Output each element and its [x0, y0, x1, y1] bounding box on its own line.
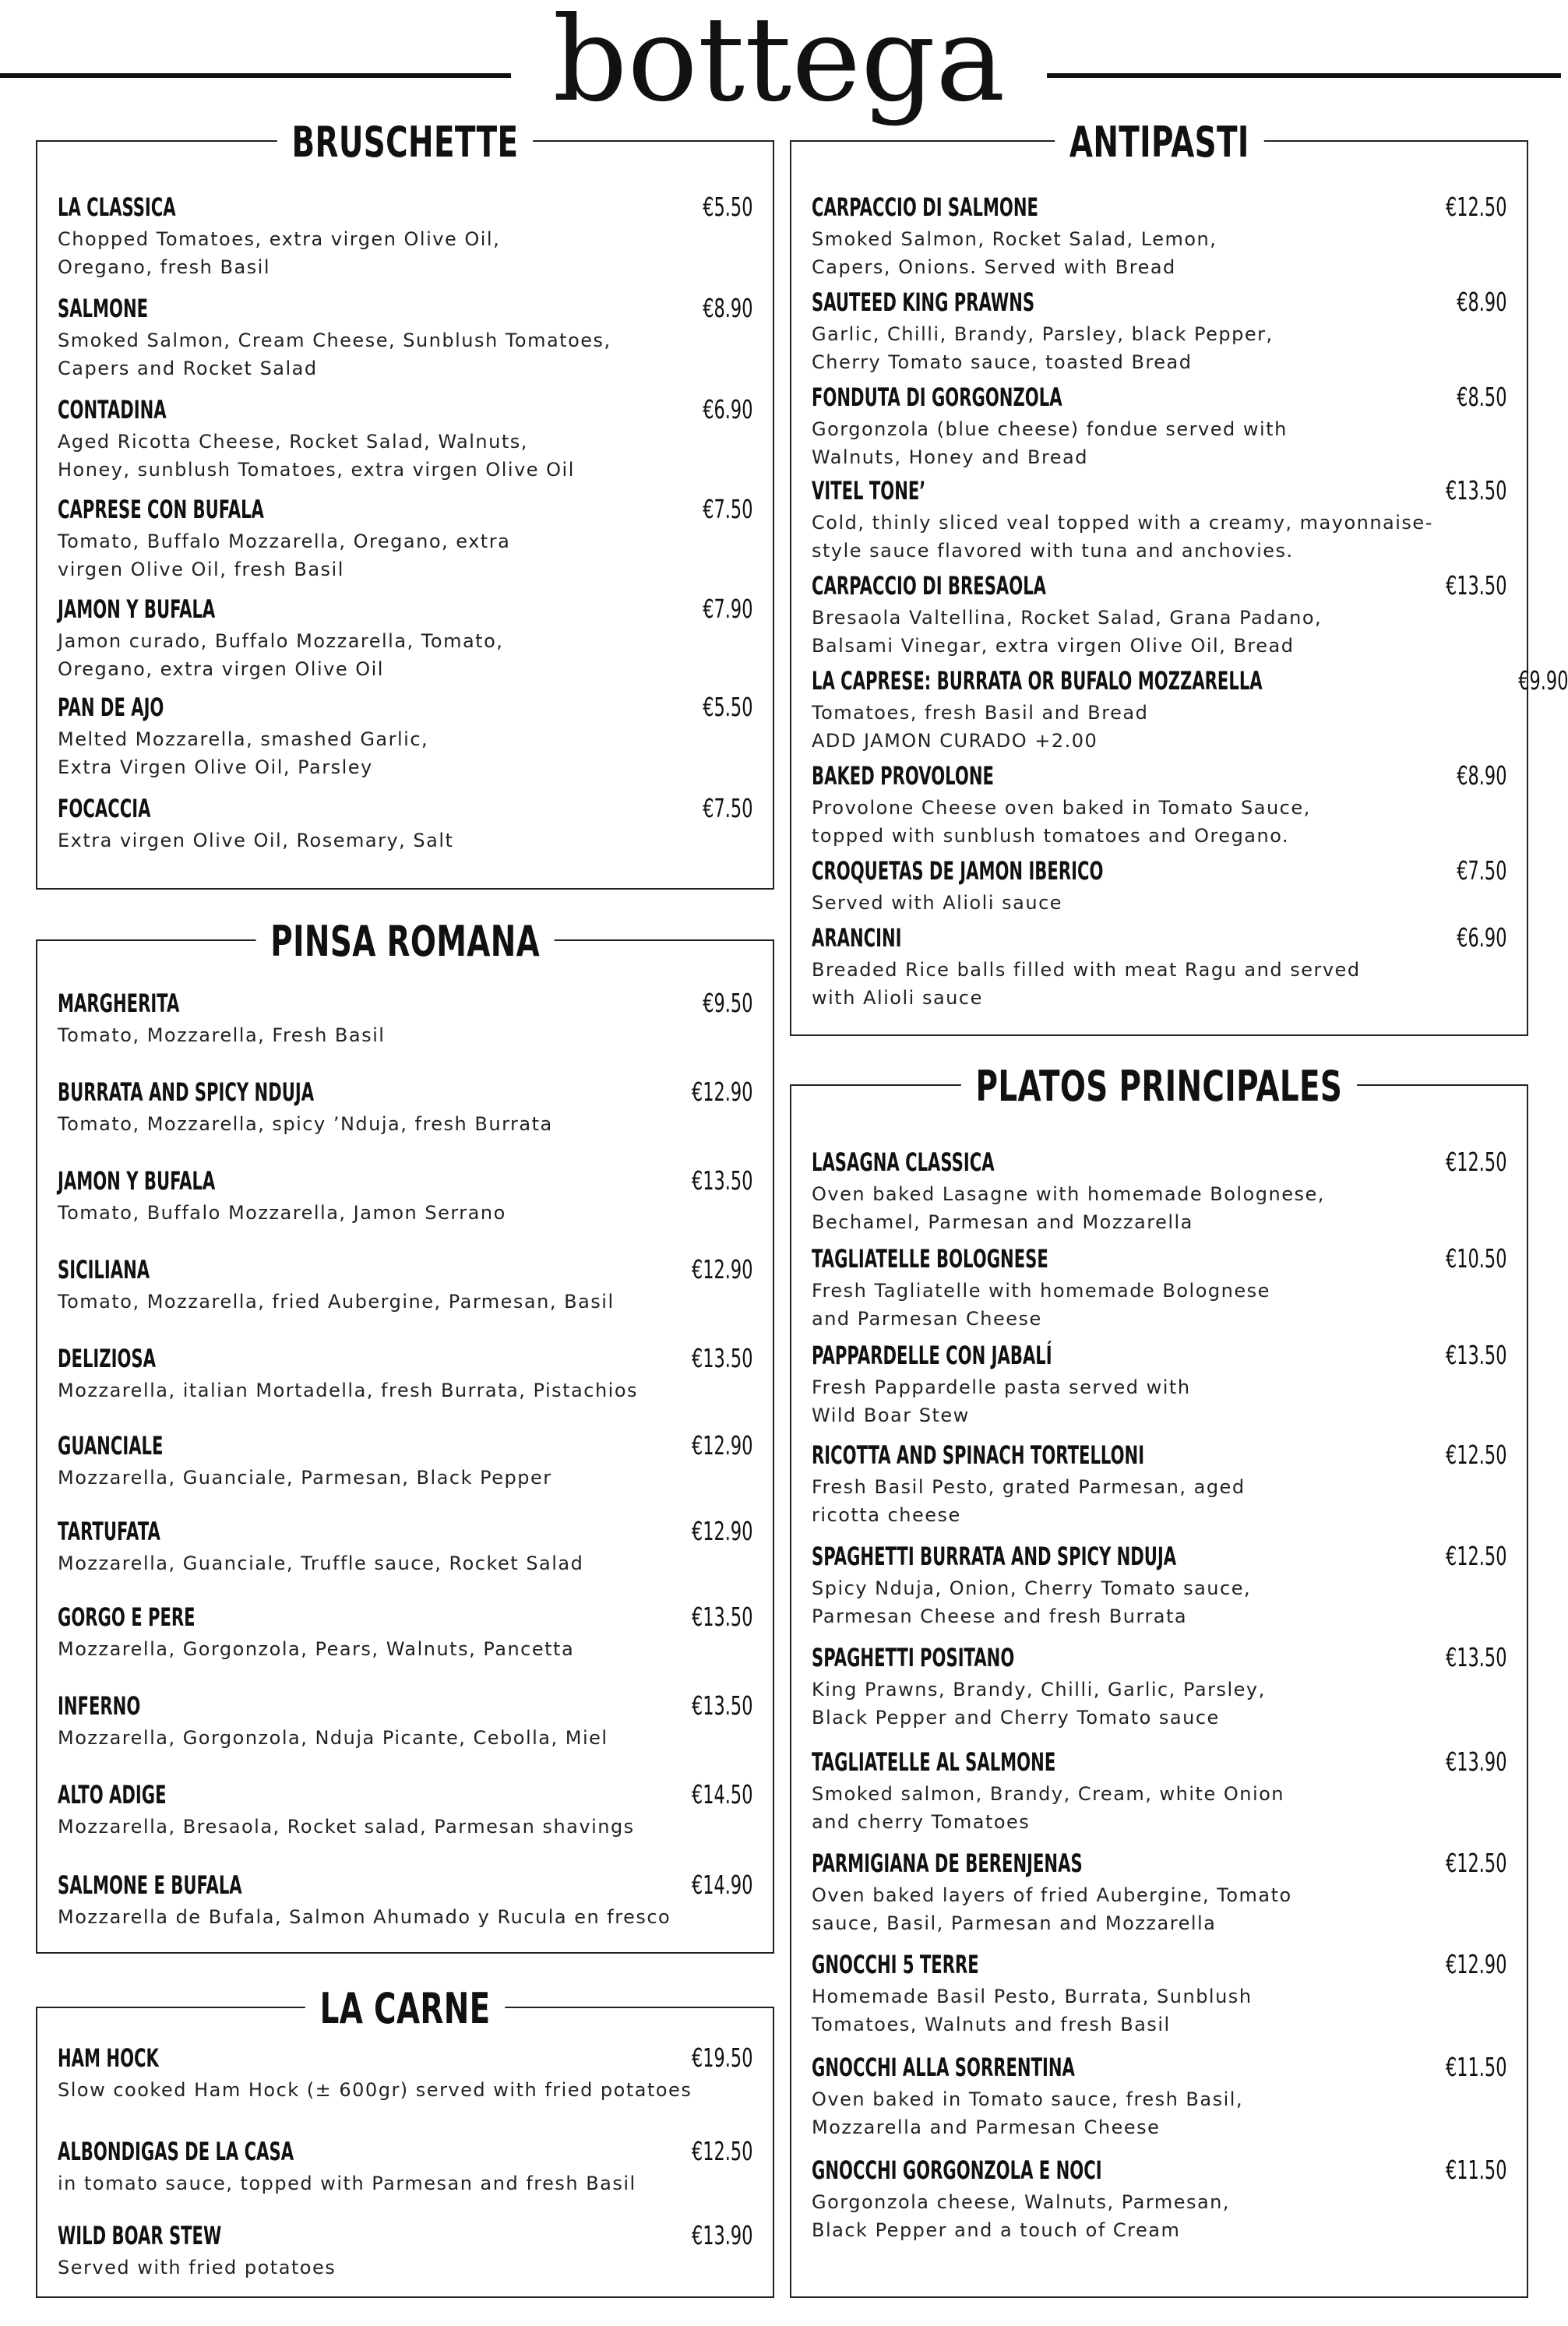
menu-item	[812, 1949, 1506, 2039]
section-header	[37, 915, 773, 967]
item-price: €12.90	[1445, 1949, 1506, 1979]
item-description: Bresaola Valtellina, Rocket Salad, Grana Padano, Balsami Vinegar, extra virgen Olive Oil, Bread	[812, 607, 1323, 657]
menu-item	[58, 1430, 752, 1492]
item-description: Slow cooked Ham Hock (± 600gr) served with fried potatoes	[58, 2079, 692, 2101]
menu-item	[812, 1848, 1506, 1937]
section-title: ANTIPASTI	[1055, 118, 1263, 167]
item-name: PAPPARDELLE CON JABALÍ	[812, 1341, 1052, 1370]
item-name: BAKED PROVOLONE	[812, 761, 994, 791]
item-price: €7.50	[1456, 855, 1506, 886]
item-name: SALMONE	[58, 294, 149, 323]
menu-item	[812, 1541, 1506, 1630]
section-la-carne	[36, 1983, 774, 2298]
menu-item	[58, 1602, 752, 1663]
item-name: ARANCINI	[812, 923, 902, 953]
item-description: in tomato sauce, topped with Parmesan and fresh Basil	[58, 2173, 636, 2194]
item-price: €14.90	[691, 1870, 752, 1900]
item-price: €6.90	[702, 394, 752, 425]
section-title: PLATOS PRINCIPALES	[961, 1062, 1357, 1111]
item-price: €19.50	[691, 2042, 752, 2073]
item-price: €5.50	[702, 192, 752, 222]
item-name: CARPACCIO DI BRESAOLA	[812, 571, 1047, 601]
item-price: €13.50	[691, 1165, 752, 1196]
item-description: King Prawns, Brandy, Chilli, Garlic, Parsley, Black Pepper and Cherry Tomato sauce	[812, 1679, 1266, 1729]
item-name: SPAGHETTI POSITANO	[812, 1643, 1015, 1672]
menu-item	[812, 382, 1506, 471]
item-price: €8.90	[702, 293, 752, 323]
item-description: Cold, thinly sliced veal topped with a creamy, mayonnaise- style sauce flavored with tuna and anchovies.	[812, 512, 1433, 562]
item-price: €12.90	[691, 1516, 752, 1546]
menu-item	[812, 287, 1506, 376]
menu-item	[58, 1343, 752, 1404]
item-description: Garlic, Chilli, Brandy, Parsley, black Pepper, Cherry Tomato sauce, toasted Bread	[812, 323, 1274, 373]
item-description: Tomato, Buffalo Mozzarella, Jamon Serrano	[58, 1202, 506, 1224]
item-price: €8.50	[1456, 382, 1506, 412]
item-description: Tomato, Mozzarella, Fresh Basil	[58, 1024, 386, 1046]
menu-item	[58, 988, 752, 1049]
item-description: Tomatoes, fresh Basil and Bread ADD JAMON CURADO +2.00	[812, 702, 1149, 752]
item-description: Jamon curado, Buffalo Mozzarella, Tomato, Oregano, extra virgen Olive Oil	[58, 630, 504, 680]
section-pinsa-romana	[36, 916, 774, 1954]
item-description: Mozzarella, Gorgonzola, Nduja Picante, Cebolla, Miel	[58, 1727, 608, 1749]
item-description: Oven baked Lasagne with homemade Bolognese, Bechamel, Parmesan and Mozzarella	[812, 1183, 1325, 1233]
item-price: €13.50	[1445, 1642, 1506, 1672]
item-description: Extra virgen Olive Oil, Rosemary, Salt	[58, 830, 454, 851]
item-description: Mozzarella, Guanciale, Truffle sauce, Rocket Salad	[58, 1552, 584, 1574]
item-description: Provolone Cheese oven baked in Tomato Sauce, topped with sunblush tomatoes and Oregano.	[812, 797, 1311, 847]
menu-item	[812, 192, 1506, 281]
item-price: €7.50	[702, 494, 752, 524]
item-description: Homemade Basil Pesto, Burrata, Sunblush Tomatoes, Walnuts and fresh Basil	[812, 1986, 1253, 2035]
item-description: Mozzarella, italian Mortadella, fresh Burrata, Pistachios	[58, 1380, 639, 1401]
item-name: CAPRESE CON BUFALA	[58, 495, 264, 524]
item-price: €7.50	[702, 793, 752, 823]
header	[0, 0, 1561, 132]
section-bruschette	[36, 117, 774, 890]
section-antipasti	[790, 117, 1568, 1036]
item-description: Spicy Nduja, Onion, Cherry Tomato sauce, Parmesan Cheese and fresh Burrata	[812, 1577, 1252, 1627]
item-name: CROQUETAS DE JAMON IBERICO	[812, 856, 1104, 886]
item-name: SICILIANA	[58, 1255, 150, 1285]
item-price: €12.50	[1445, 1147, 1506, 1177]
menu-item	[58, 1516, 752, 1577]
item-description: Oven baked in Tomato sauce, fresh Basil, Mozzarella and Parmesan Cheese	[812, 2088, 1244, 2138]
item-description: Smoked Salmon, Cream Cheese, Sunblush Tomatoes, Capers and Rocket Salad	[58, 330, 611, 379]
item-name: CARPACCIO DI SALMONE	[812, 192, 1038, 222]
item-price: €13.90	[691, 2220, 752, 2250]
item-name: GUANCIALE	[58, 1431, 164, 1461]
item-description: Tomato, Mozzarella, fried Aubergine, Parmesan, Basil	[58, 1291, 615, 1313]
item-name: CONTADINA	[58, 395, 167, 425]
item-description: Chopped Tomatoes, extra virgen Olive Oil, Oregano, fresh Basil	[58, 228, 501, 278]
menu-item	[812, 1642, 1506, 1732]
menu-item	[58, 1690, 752, 1752]
section-platos-principales	[790, 1061, 1528, 2298]
item-description: Served with fried potatoes	[58, 2257, 337, 2278]
menu-item	[812, 855, 1506, 917]
item-description: Mozzarella, Bresaola, Rocket salad, Parmesan shavings	[58, 1816, 635, 1838]
menu-item	[58, 793, 752, 855]
section-header	[791, 1059, 1527, 1112]
item-name: SALMONE E BUFALA	[58, 1870, 242, 1900]
section-header	[37, 1982, 773, 2035]
item-name: GORGO E PERE	[58, 1602, 196, 1632]
item-description: Oven baked layers of fried Aubergine, Tomato sauce, Basil, Parmesan and Mozzarella	[812, 1884, 1292, 1934]
header-rule-right	[1047, 73, 1561, 78]
item-price: €12.90	[691, 1077, 752, 1107]
item-description: Tomato, Mozzarella, spicy ’Nduja, fresh Burrata	[58, 1113, 553, 1135]
item-price: €13.50	[691, 1690, 752, 1721]
item-description: Tomato, Buffalo Mozzarella, Oregano, extra virgen Olive Oil, fresh Basil	[58, 530, 511, 580]
item-name: LASAGNA CLASSICA	[812, 1147, 995, 1177]
item-description: Smoked Salmon, Rocket Salad, Lemon, Capers, Onions. Served with Bread	[812, 228, 1217, 278]
menu-item	[58, 594, 752, 683]
item-price: €13.50	[1445, 1340, 1506, 1370]
item-name: GNOCCHI 5 TERRE	[812, 1950, 979, 1979]
menu-item	[58, 692, 752, 781]
menu-item	[812, 1746, 1506, 1836]
menu-item	[58, 192, 752, 281]
item-price: €8.90	[1456, 287, 1506, 317]
item-price: €12.90	[691, 1254, 752, 1285]
item-name: TARTUFATA	[58, 1517, 160, 1546]
item-name: LA CLASSICA	[58, 192, 176, 222]
item-name: TAGLIATELLE AL SALMONE	[812, 1747, 1056, 1777]
item-description: Served with Alioli sauce	[812, 892, 1063, 914]
item-price: €14.50	[691, 1779, 752, 1810]
menu-item	[812, 760, 1506, 850]
item-name: ALTO ADIGE	[58, 1780, 167, 1810]
menu-item	[812, 1243, 1506, 1333]
item-description: Smoked salmon, Brandy, Cream, white Onion and cherry Tomatoes	[812, 1783, 1285, 1833]
section-header	[791, 115, 1527, 168]
menu-item	[812, 922, 1506, 1012]
item-description: Gorgonzola cheese, Walnuts, Parmesan, Black Pepper and a touch of Cream	[812, 2191, 1231, 2241]
item-description: Melted Mozzarella, smashed Garlic, Extra Virgen Olive Oil, Parsley	[58, 728, 429, 778]
brand-logo: bottega	[552, 0, 1006, 128]
item-name: JAMON Y BUFALA	[58, 1166, 216, 1196]
item-price: €12.90	[691, 1430, 752, 1461]
item-name: INFERNO	[58, 1691, 141, 1721]
item-price: €7.90	[702, 594, 752, 624]
item-description: Mozzarella, Guanciale, Parmesan, Black Pepper	[58, 1467, 552, 1489]
menu-item	[58, 1165, 752, 1227]
menu-item	[58, 293, 752, 382]
item-name: WILD BOAR STEW	[58, 2221, 222, 2250]
item-price: €12.50	[1445, 1440, 1506, 1470]
item-description: Gorgonzola (blue cheese) fondue served with Walnuts, Honey and Bread	[812, 418, 1288, 468]
menu-item	[812, 570, 1506, 660]
item-description: Fresh Pappardelle pasta served with Wild Boar Stew	[812, 1376, 1191, 1426]
menu-item	[58, 1779, 752, 1841]
section-title: LA CARNE	[305, 1984, 505, 2033]
item-name: PARMIGIANA DE BERENJENAS	[812, 1848, 1083, 1878]
item-description: Mozzarella de Bufala, Salmon Ahumado y Rucula en fresco	[58, 1906, 671, 1928]
item-name: FONDUTA DI GORGONZOLA	[812, 382, 1062, 412]
item-price: €9.90	[1517, 665, 1568, 696]
item-price: €13.90	[1445, 1746, 1506, 1777]
item-name: BURRATA AND SPICY NDUJA	[58, 1077, 315, 1107]
item-price: €5.50	[702, 692, 752, 722]
item-price: €13.50	[1445, 475, 1506, 506]
item-name: DELIZIOSA	[58, 1344, 156, 1373]
item-price: €12.50	[691, 2136, 752, 2166]
menu-item	[58, 2042, 752, 2104]
item-name: GNOCCHI ALLA SORRENTINA	[812, 2053, 1075, 2082]
item-name: JAMON Y BUFALA	[58, 594, 216, 624]
header-rule-left	[0, 73, 511, 78]
item-name: MARGHERITA	[58, 989, 180, 1018]
item-name: SPAGHETTI BURRATA AND SPICY NDUJA	[812, 1542, 1177, 1571]
item-description: Fresh Basil Pesto, grated Parmesan, aged ricotta cheese	[812, 1476, 1246, 1526]
item-price: €13.50	[691, 1602, 752, 1632]
item-price: €6.90	[1456, 922, 1506, 953]
menu-item	[58, 394, 752, 484]
item-price: €9.50	[702, 988, 752, 1018]
item-description: Fresh Tagliatelle with homemade Bolognese and Parmesan Cheese	[812, 1280, 1270, 1330]
menu-item	[812, 1440, 1506, 1529]
section-header	[37, 115, 773, 168]
item-price: €11.50	[1445, 2155, 1506, 2185]
menu-item	[812, 2052, 1506, 2141]
item-name: TAGLIATELLE BOLOGNESE	[812, 1244, 1048, 1274]
item-name: FOCACCIA	[58, 794, 151, 823]
section-title: PINSA ROMANA	[255, 917, 554, 966]
item-description: Mozzarella, Gorgonzola, Pears, Walnuts, Pancetta	[58, 1638, 575, 1660]
item-name: PAN DE AJO	[58, 693, 164, 722]
item-price: €8.90	[1456, 760, 1506, 791]
menu-item	[58, 2220, 752, 2282]
item-name: LA CAPRESE: BURRATA OR BUFALO MOZZARELLA	[812, 666, 1263, 696]
menu-item	[58, 1870, 752, 1931]
menu-item	[812, 475, 1506, 565]
item-name: SAUTEED KING PRAWNS	[812, 287, 1035, 317]
item-name: ALBONDIGAS DE LA CASA	[58, 2137, 294, 2166]
item-description: Aged Ricotta Cheese, Rocket Salad, Walnuts, Honey, sunblush Tomatoes, extra virgen Olive Oil	[58, 431, 575, 481]
menu-item	[58, 2136, 752, 2197]
item-name: VITEL TONE’	[812, 476, 926, 506]
menu-item	[58, 494, 752, 583]
menu-item	[812, 1340, 1506, 1429]
menu-item	[812, 1147, 1506, 1236]
item-name: GNOCCHI GORGONZOLA E NOCI	[812, 2155, 1102, 2185]
item-price: €12.50	[1445, 1541, 1506, 1571]
section-title: BRUSCHETTE	[277, 118, 533, 167]
item-price: €10.50	[1445, 1243, 1506, 1274]
menu-item	[812, 665, 1568, 755]
menu-item	[58, 1254, 752, 1316]
item-price: €11.50	[1445, 2052, 1506, 2082]
item-price: €12.50	[1445, 192, 1506, 222]
item-price: €12.50	[1445, 1848, 1506, 1878]
item-name: RICOTTA AND SPINACH TORTELLONI	[812, 1440, 1145, 1470]
item-name: HAM HOCK	[58, 2043, 159, 2073]
item-price: €13.50	[691, 1343, 752, 1373]
item-description: Breaded Rice balls filled with meat Ragu and served with Alioli sauce	[812, 959, 1361, 1009]
item-price: €13.50	[1445, 570, 1506, 601]
menu-item	[58, 1077, 752, 1138]
menu-item	[812, 2155, 1506, 2244]
